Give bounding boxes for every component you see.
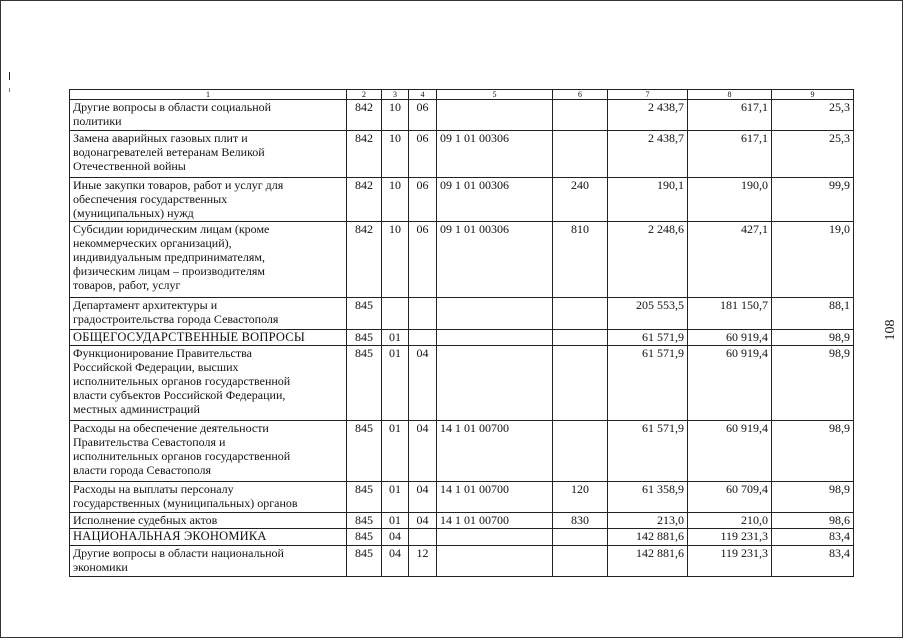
section-code-cell: 04 xyxy=(382,529,409,546)
department-code-cell: 845 xyxy=(347,529,382,546)
item-name-line: водонагревателей ветеранам Великой xyxy=(73,145,265,159)
expense-type-cell xyxy=(553,546,608,577)
execution-percent-cell: 83,4 xyxy=(772,529,854,546)
item-name-line: обеспечения государственных xyxy=(73,192,228,206)
header-cell: 4 xyxy=(409,90,437,100)
table-row xyxy=(70,482,854,513)
item-name-line: Департамент архитектуры и xyxy=(73,298,218,312)
planned-amount-cell: 2 438,7 xyxy=(608,100,688,131)
header-cell: 3 xyxy=(382,90,409,100)
item-name-line: Замена аварийных газовых плит и xyxy=(73,131,248,145)
header-cell: 5 xyxy=(437,90,553,100)
actual-amount-cell: 60 709,4 xyxy=(688,482,772,513)
department-code-cell: 845 xyxy=(347,346,382,421)
table-row xyxy=(70,346,854,421)
table-row xyxy=(70,222,854,298)
margin-mark xyxy=(9,88,10,92)
planned-amount-cell: 213,0 xyxy=(608,513,688,529)
subsection-code-cell xyxy=(409,529,437,546)
department-code-cell: 845 xyxy=(347,421,382,482)
department-code-cell: 842 xyxy=(347,100,382,131)
subsection-code-cell: 06 xyxy=(409,178,437,222)
section-code-cell xyxy=(382,298,409,330)
subsection-code-cell xyxy=(409,298,437,330)
execution-percent-cell: 19,0 xyxy=(772,222,854,298)
section-code-cell: 10 xyxy=(382,178,409,222)
planned-amount-cell: 142 881,6 xyxy=(608,529,688,546)
item-name-line: экономики xyxy=(73,560,128,574)
section-code-cell: 10 xyxy=(382,131,409,178)
item-name-line: Иные закупки товаров, работ и услуг для xyxy=(73,178,284,192)
execution-percent-cell: 98,9 xyxy=(772,482,854,513)
item-name-line: Правительства Севастополя и xyxy=(73,435,226,449)
department-code-cell: 842 xyxy=(347,131,382,178)
expense-type-cell xyxy=(553,330,608,346)
table-row xyxy=(70,546,854,577)
execution-percent-cell: 88,1 xyxy=(772,298,854,330)
department-code-cell: 845 xyxy=(347,330,382,346)
table-row xyxy=(70,421,854,482)
item-name-line: физическим лицам – производителям xyxy=(73,264,265,278)
planned-amount-cell: 190,1 xyxy=(608,178,688,222)
item-name-cell xyxy=(70,421,347,482)
item-name-line: местных администраций xyxy=(73,402,200,416)
item-name-cell xyxy=(70,482,347,513)
expense-type-cell xyxy=(553,529,608,546)
actual-amount-cell: 181 150,7 xyxy=(688,298,772,330)
page-number: 108 xyxy=(883,319,898,341)
target-article-cell xyxy=(437,100,553,131)
section-code-cell: 10 xyxy=(382,100,409,131)
planned-amount-cell: 205 553,5 xyxy=(608,298,688,330)
header-cell: 8 xyxy=(688,90,772,100)
expense-type-cell xyxy=(553,346,608,421)
planned-amount-cell: 142 881,6 xyxy=(608,546,688,577)
target-article-cell: 09 1 01 00306 xyxy=(437,178,553,222)
table-row xyxy=(70,178,854,222)
planned-amount-cell: 61 571,9 xyxy=(608,346,688,421)
target-article-cell xyxy=(437,346,553,421)
item-name-line: Исполнение судебных актов xyxy=(73,513,218,527)
actual-amount-cell: 60 919,4 xyxy=(688,421,772,482)
item-name-cell xyxy=(70,513,347,529)
header-cell: 1 xyxy=(70,90,347,100)
item-name-line: градостроительства города Севастополя xyxy=(73,312,279,326)
department-code-cell: 842 xyxy=(347,222,382,298)
execution-percent-cell: 99,9 xyxy=(772,178,854,222)
expense-type-cell: 810 xyxy=(553,222,608,298)
table-row xyxy=(70,529,854,546)
execution-percent-cell: 98,6 xyxy=(772,513,854,529)
expense-type-cell: 120 xyxy=(553,482,608,513)
department-code-cell: 842 xyxy=(347,178,382,222)
item-name-line: (муниципальных) нужд xyxy=(73,206,194,220)
subsection-code-cell: 04 xyxy=(409,421,437,482)
budget-table xyxy=(69,89,854,577)
expense-type-cell xyxy=(553,131,608,178)
item-name-cell xyxy=(70,178,347,222)
item-name-cell xyxy=(70,222,347,298)
subsection-code-cell xyxy=(409,330,437,346)
item-name-line: товаров, работ, услуг xyxy=(73,278,181,292)
item-name-cell xyxy=(70,346,347,421)
actual-amount-cell: 617,1 xyxy=(688,131,772,178)
execution-percent-cell: 25,3 xyxy=(772,100,854,131)
planned-amount-cell: 2 438,7 xyxy=(608,131,688,178)
header-cell: 7 xyxy=(608,90,688,100)
planned-amount-cell: 61 571,9 xyxy=(608,330,688,346)
target-article-cell: 09 1 01 00306 xyxy=(437,222,553,298)
section-code-cell: 01 xyxy=(382,482,409,513)
section-code-cell: 04 xyxy=(382,546,409,577)
item-name-line: некоммерческих организаций), xyxy=(73,236,232,250)
section-code-cell: 01 xyxy=(382,421,409,482)
actual-amount-cell: 617,1 xyxy=(688,100,772,131)
table-row xyxy=(70,131,854,178)
item-name-line: государственных (муниципальных) органов xyxy=(73,496,298,510)
subsection-code-cell: 06 xyxy=(409,222,437,298)
expense-type-cell: 830 xyxy=(553,513,608,529)
header-cell: 6 xyxy=(553,90,608,100)
target-article-cell xyxy=(437,298,553,330)
execution-percent-cell: 98,9 xyxy=(772,330,854,346)
subsection-code-cell: 12 xyxy=(409,546,437,577)
item-name-cell xyxy=(70,546,347,577)
execution-percent-cell: 98,9 xyxy=(772,421,854,482)
expense-type-cell xyxy=(553,100,608,131)
expense-type-cell xyxy=(553,421,608,482)
item-name-line: Функционирование Правительства xyxy=(73,346,252,360)
department-code-cell: 845 xyxy=(347,513,382,529)
item-name-line: Российской Федерации, высших xyxy=(73,360,239,374)
item-name-line: Отечественной войны xyxy=(73,159,186,173)
subsection-code-cell: 04 xyxy=(409,346,437,421)
actual-amount-cell: 119 231,3 xyxy=(688,529,772,546)
table-row xyxy=(70,330,854,346)
actual-amount-cell: 427,1 xyxy=(688,222,772,298)
margin-mark xyxy=(9,72,10,80)
target-article-cell: 09 1 01 00306 xyxy=(437,131,553,178)
section-code-cell: 10 xyxy=(382,222,409,298)
table-row xyxy=(70,100,854,131)
item-name-line: власти города Севастополя xyxy=(73,463,212,477)
item-name-cell xyxy=(70,298,347,330)
target-article-cell xyxy=(437,529,553,546)
actual-amount-cell: 119 231,3 xyxy=(688,546,772,577)
target-article-cell: 14 1 01 00700 xyxy=(437,513,553,529)
subsection-code-cell: 04 xyxy=(409,482,437,513)
table-row xyxy=(70,513,854,529)
actual-amount-cell: 60 919,4 xyxy=(688,330,772,346)
department-code-cell: 845 xyxy=(347,482,382,513)
item-name-line: исполнительных органов государственной xyxy=(73,374,291,388)
table-row xyxy=(70,298,854,330)
execution-percent-cell: 25,3 xyxy=(772,131,854,178)
target-article-cell xyxy=(437,546,553,577)
planned-amount-cell: 61 571,9 xyxy=(608,421,688,482)
section-code-cell: 01 xyxy=(382,346,409,421)
execution-percent-cell: 98,9 xyxy=(772,346,854,421)
planned-amount-cell: 61 358,9 xyxy=(608,482,688,513)
header-cell: 9 xyxy=(772,90,854,100)
expense-type-cell xyxy=(553,298,608,330)
target-article-cell xyxy=(437,330,553,346)
subsection-code-cell: 06 xyxy=(409,131,437,178)
actual-amount-cell: 210,0 xyxy=(688,513,772,529)
table-header-row xyxy=(70,90,854,100)
target-article-cell: 14 1 01 00700 xyxy=(437,482,553,513)
actual-amount-cell: 190,0 xyxy=(688,178,772,222)
planned-amount-cell: 2 248,6 xyxy=(608,222,688,298)
section-code-cell: 01 xyxy=(382,513,409,529)
item-name-line: Другие вопросы в области национальной xyxy=(73,546,284,560)
item-name-line: Субсидии юридическим лицам (кроме xyxy=(73,222,270,236)
item-name-cell xyxy=(70,529,347,546)
department-code-cell: 845 xyxy=(347,546,382,577)
item-name-line: НАЦИОНАЛЬНАЯ ЭКОНОМИКА xyxy=(73,529,267,543)
header-cell: 2 xyxy=(347,90,382,100)
item-name-line: Расходы на выплаты персоналу xyxy=(73,482,234,496)
department-code-cell: 845 xyxy=(347,298,382,330)
item-name-line: исполнительных органов государственной xyxy=(73,449,291,463)
target-article-cell: 14 1 01 00700 xyxy=(437,421,553,482)
item-name-line: политики xyxy=(73,114,122,128)
item-name-cell xyxy=(70,330,347,346)
subsection-code-cell: 06 xyxy=(409,100,437,131)
item-name-line: Расходы на обеспечение деятельности xyxy=(73,421,269,435)
actual-amount-cell: 60 919,4 xyxy=(688,346,772,421)
execution-percent-cell: 83,4 xyxy=(772,546,854,577)
expense-type-cell: 240 xyxy=(553,178,608,222)
item-name-line: индивидуальным предпринимателям, xyxy=(73,250,265,264)
item-name-cell xyxy=(70,131,347,178)
subsection-code-cell: 04 xyxy=(409,513,437,529)
item-name-line: власти субъектов Российской Федерации, xyxy=(73,388,286,402)
section-code-cell: 01 xyxy=(382,330,409,346)
item-name-line: ОБЩЕГОСУДАРСТВЕННЫЕ ВОПРОСЫ xyxy=(73,330,305,344)
item-name-line: Другие вопросы в области социальной xyxy=(73,100,272,114)
item-name-cell xyxy=(70,100,347,131)
